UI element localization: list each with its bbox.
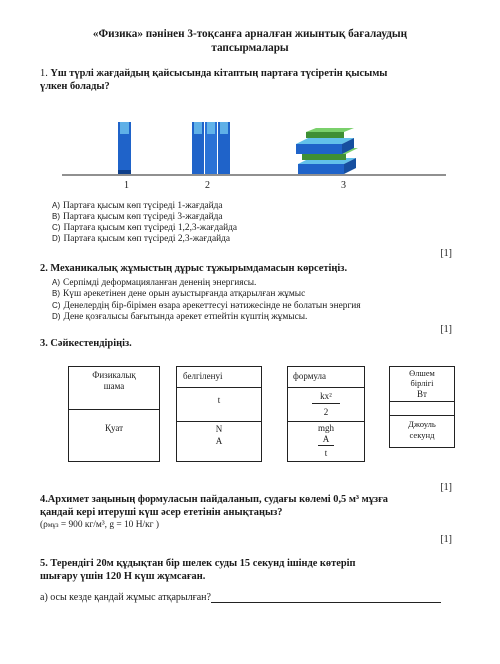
- match-box-unit: [389, 366, 455, 448]
- formula-2[interactable]: mgh: [317, 423, 334, 433]
- q5-sub-a-text: а) осы кезде қандай жұмыс атқарылған?: [40, 592, 211, 603]
- option-letter: B): [52, 212, 60, 221]
- question-2: 2. Механикалық жұмыстың дұрыс тұжырымдамасын көрсетіңіз.: [40, 263, 348, 274]
- q4-given: [40, 520, 159, 530]
- formula-1-denominator: 2: [323, 407, 329, 417]
- books-figure: [62, 118, 446, 198]
- q4-given-rho: (ρ: [40, 520, 48, 530]
- books-illustration: [62, 118, 446, 198]
- box1-divider: [69, 409, 159, 410]
- option-letter: A): [52, 201, 60, 210]
- box2-row-1[interactable]: t: [217, 395, 221, 405]
- match-box-quantity: [68, 366, 160, 462]
- option-text: Партаға қысым көп түсіреді 3-жағдайда: [63, 212, 223, 222]
- box3-divider-2: [288, 421, 364, 422]
- q4-text-line-2: қандай кері итеруші күш әсер ететінін анықтаңыз?: [40, 506, 283, 518]
- box2-divider-1: [177, 387, 261, 388]
- q4-given-values: = 900 кг/м³, g = 10 Н/кг ): [58, 520, 159, 530]
- box4-row-2a[interactable]: Джоуль: [408, 419, 436, 429]
- option-letter: C): [52, 223, 61, 232]
- option-letter: C): [52, 301, 61, 310]
- q3-mark: [1]: [440, 482, 452, 493]
- q4-given-sub: мұз: [47, 521, 59, 529]
- title-line-1: «Физика» пәнінен 3-тоқсанға арналған жиынтық бағалаудың: [92, 28, 408, 40]
- question-5: [40, 558, 356, 583]
- q5-text-line-2: шығару үшін 120 Н күш жұмсаған.: [40, 570, 206, 582]
- option-text: Күш әрекетінен дене орын ауыстырғанда атқарылған жұмыс: [63, 289, 306, 299]
- q2-mark: [1]: [440, 324, 452, 335]
- page-title: [40, 27, 460, 55]
- box2-row-2[interactable]: N: [215, 424, 223, 434]
- q5-sub-a: [40, 592, 441, 603]
- title-line-2: тапсырмалары: [211, 42, 289, 54]
- box4-header-1: Өлшем: [409, 369, 435, 378]
- box4-divider-2: [390, 415, 454, 416]
- q5-text-line-1: 5. Терендігі 20м құдықтан бір шелек суды 15 секунд ішінде көтеріп: [40, 558, 356, 569]
- fraction-bar-3: [318, 445, 334, 446]
- box1-row[interactable]: Қуат: [104, 423, 124, 433]
- option-text: Партаға қысым көп түсіреді 1-жағдайда: [63, 201, 223, 211]
- formula-3-numerator[interactable]: A: [322, 434, 330, 444]
- formula-3-denominator: t: [324, 448, 328, 458]
- book-upright-1: [118, 122, 131, 174]
- box1-header-1: Физикалық: [92, 370, 136, 380]
- question-3: 3. Сәйкестендіріңіз.: [40, 338, 132, 349]
- option-text: Денелердің бір-бірімен өзара әрекеттесуі нәтижесінде не болатын энергия: [63, 301, 361, 311]
- formula-1-numerator[interactable]: kx²: [320, 391, 332, 401]
- book-upright-2: [192, 122, 230, 174]
- fraction-bar-1: [312, 403, 340, 404]
- question-1: [40, 68, 387, 93]
- figure-label-3: 3: [341, 180, 346, 191]
- q2-option-b[interactable]: [52, 288, 305, 300]
- box4-row-2b: секунд: [409, 430, 435, 440]
- option-letter: D): [52, 312, 61, 321]
- box3-header: формула: [293, 371, 326, 381]
- box2-row-3[interactable]: A: [215, 436, 223, 446]
- q2-option-d[interactable]: [52, 311, 307, 323]
- option-text: Дене қозғалысы бағытында әрекет етпейтін күштің жұмысы.: [63, 312, 308, 322]
- q4-text-line-1: 4.Архимет заңының формуласын пайдаланып, судағы көлемі 0,5 м³ мұзға: [40, 494, 388, 505]
- q4-mark: [1]: [440, 534, 452, 545]
- question-4: [40, 494, 388, 519]
- box4-row-1[interactable]: Вт: [417, 389, 427, 399]
- match-box-symbol: [176, 366, 262, 462]
- q1-text-line-2: үлкен болады?: [40, 80, 110, 92]
- figure-label-1: 1: [124, 180, 129, 191]
- box3-divider-1: [288, 387, 364, 388]
- q1-number: 1.: [40, 68, 48, 79]
- option-text: Партаға қысым көп түсіреді 1,2,3-жағдайда: [63, 223, 238, 233]
- book-stack-3: [296, 128, 358, 174]
- option-letter: A): [52, 278, 60, 287]
- match-box-formula: [287, 366, 365, 462]
- box2-header: белгіленуі: [183, 371, 223, 381]
- box4-divider-1: [390, 401, 454, 402]
- option-letter: B): [52, 289, 60, 298]
- figure-label-2: 2: [205, 180, 210, 191]
- option-text: Партаға қысым көп түсіреді 2,3-жағдайда: [63, 234, 231, 244]
- option-letter: D): [52, 234, 61, 243]
- box4-header-2: бірлігі: [410, 379, 434, 388]
- box2-divider-2: [177, 421, 261, 422]
- q1-option-d[interactable]: [52, 233, 230, 245]
- box1-header-2: шама: [103, 381, 125, 391]
- q1-mark: [1]: [440, 248, 452, 259]
- q1-text-line-1: Үш түрлі жағдайдың қайсысында кітаптың партаға түсіретін қысымы: [50, 68, 388, 79]
- option-text: Серпімді деформацияланған дененің энергиясы.: [63, 278, 257, 288]
- q5-answer-line[interactable]: [211, 592, 441, 603]
